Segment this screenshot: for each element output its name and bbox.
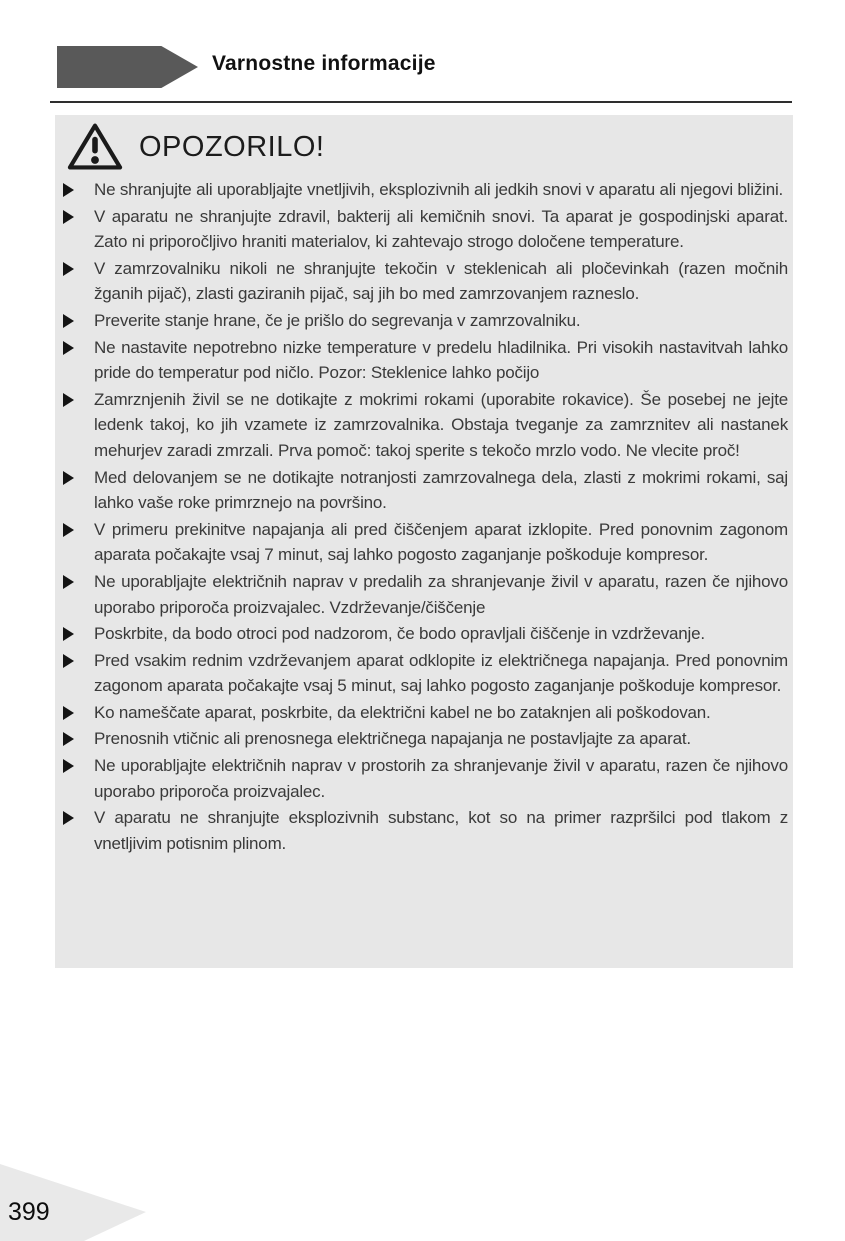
warning-item	[63, 726, 788, 752]
bullet-triangle-icon	[63, 471, 74, 485]
warning-item-text: V aparatu ne shranjujte eksplozivnih substanc, kot so na primer razpršilci pod tlakom z vnetljivim potisnim plinom.	[94, 808, 788, 853]
warning-header	[55, 115, 793, 175]
warning-item-text: Ne uporabljajte električnih naprav v predalih za shranjevanje živil v aparatu, razen če njihovo uporabo priporoča proizvajalec. Vzdrževanje/čiščenje	[94, 571, 788, 617]
bullet-triangle-icon	[63, 183, 74, 197]
warning-item	[63, 648, 788, 699]
warning-item	[63, 569, 788, 620]
warning-item-text: Prenosnih vtičnic ali prenosnega električnega napajanja ne postavljajte za aparat.	[94, 729, 691, 749]
warning-item	[63, 700, 788, 726]
warning-item-text: Med delovanjem se ne dotikajte notranjosti zamrzovalnega dela, zlasti z mokrimi rokami, saj lahko vaše roke primrznejo na površino.	[94, 467, 788, 513]
bullet-triangle-icon	[63, 523, 74, 537]
section-arrow-shape	[57, 46, 198, 88]
warning-item	[63, 256, 788, 307]
bullet-triangle-icon	[63, 210, 74, 224]
warning-item-text: V primeru prekinitve napajanja ali pred čiščenjem aparat izklopite. Pred ponovnim zagonom aparata počakajte vsaj 7 minut, saj lahko pogosto zaganjanje poškoduje kompresor.	[94, 519, 788, 565]
warning-item-text: Ne nastavite nepotrebno nizke temperature v predelu hladilnika. Pri visokih nastavitvah lahko pride do temperatur pod ničlo. Pozor: Steklenice lahko počijo	[94, 337, 788, 383]
warning-item	[63, 621, 788, 647]
warning-icon	[65, 121, 125, 173]
header-divider	[50, 101, 792, 103]
warning-item	[63, 805, 788, 856]
warning-item-text: Ne shranjujte ali uporabljajte vnetljivih, eksplozivnih ali jedkih snovi v aparatu ali njegovi bližini.	[94, 180, 784, 199]
warning-item-text: V zamrzovalniku nikoli ne shranjujte tekočin v steklenicah ali pločevinkah (razen močnih žganih pijač), zlasti gaziranih pijač, saj jih bo med zamrzovanjem razneslo.	[94, 258, 788, 304]
warning-item-text: Ko nameščate aparat, poskrbite, da električni kabel ne bo zataknjen ali poškodovan.	[94, 702, 711, 722]
warning-item	[63, 753, 788, 804]
warning-item	[63, 517, 788, 568]
page-title: Varnostne informacije	[212, 52, 436, 75]
warning-item	[63, 308, 788, 334]
bullet-triangle-icon	[63, 654, 74, 668]
warning-item-text: V aparatu ne shranjujte zdravil, bakterij ali kemičnih snovi. Ta aparat je gospodinjski aparat. Zato ni priporočljivo hraniti materialov, ki zahtevajo strogo določene temperature.	[94, 206, 788, 252]
warning-item	[63, 465, 788, 516]
bullet-triangle-icon	[63, 732, 74, 746]
warning-item	[63, 387, 788, 464]
bullet-triangle-icon	[63, 575, 74, 589]
bullet-triangle-icon	[63, 811, 74, 825]
warning-item	[63, 335, 788, 386]
warning-item-text: Poskrbite, da bodo otroci pod nadzorom, če bodo opravljali čiščenje in vzdrževanje.	[94, 624, 705, 644]
bullet-triangle-icon	[63, 759, 74, 773]
page-number: 399	[8, 1198, 50, 1226]
warning-item	[63, 204, 788, 255]
bullet-triangle-icon	[63, 262, 74, 276]
warning-item-text: Ne uporabljajte električnih naprav v prostorih za shranjevanje živil v aparatu, razen če njihovo uporabo priporoča proizvajalec.	[94, 756, 788, 801]
warning-title: OPOZORILO!	[139, 130, 325, 163]
bullet-triangle-icon	[63, 341, 74, 355]
warning-item-text: Zamrznjenih živil se ne dotikajte z mokrimi rokami (uporabite rokavice). Še posebej ne jejte ledenk takoj, ko jih vzamete iz zamrzovalnika. Obstaja tveganje za zamrznitev ali nastanek mehurjev zaradi zmrzali. Prva pomoč: takoj sperite s tekočo mrzlo vodo. Ne vlecite proč!	[94, 389, 788, 460]
warning-list	[55, 177, 793, 856]
bullet-triangle-icon	[63, 627, 74, 641]
bullet-triangle-icon	[63, 314, 74, 328]
warning-item	[63, 177, 788, 203]
warning-box	[55, 115, 793, 968]
warning-item-text: Preverite stanje hrane, če je prišlo do segrevanja v zamrzovalniku.	[94, 310, 581, 330]
bullet-triangle-icon	[63, 706, 74, 720]
warning-item-text: Pred vsakim rednim vzdrževanjem aparat odklopite iz električnega napajanja. Pred ponovnim zagonom aparata počakajte vsaj 5 minut, saj lahko pogosto zaganjanje poškoduje kompresor.	[94, 650, 788, 696]
bullet-triangle-icon	[63, 393, 74, 407]
